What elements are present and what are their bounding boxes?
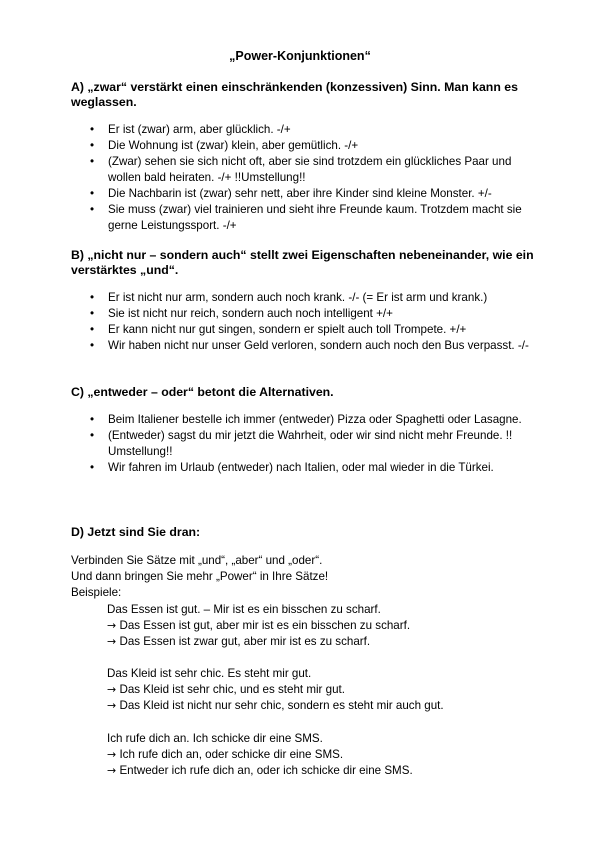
page-title: „Power-Konjunktionen“ [229, 49, 371, 63]
example-result: → Entweder ich rufe dich an, oder ich schicke dir eine SMS. [107, 764, 413, 778]
section-d-intro [71, 553, 541, 602]
example-source: Ich rufe dich an. Ich schicke dir eine SMS. [107, 732, 323, 745]
arrow-right-icon: → [107, 683, 117, 697]
list-item: • (Zwar) sehen sie sich nicht oft, aber sie sind trotzdem ein glückliches Paar und wollen bald heiraten. -/+ !!Umstellung!! [71, 154, 541, 186]
arrow-right-icon: → [107, 748, 117, 762]
section-a-list [71, 122, 541, 234]
list-item: • Er kann nicht nur gut singen, sondern er spielt auch toll Trompete. +/+ [71, 322, 541, 338]
list-item: • (Entweder) sagst du mir jetzt die Wahrheit, oder wir sind nicht mehr Freunde. !! Umstellung!! [71, 428, 541, 460]
beispiele-label: Beispiele: [71, 586, 122, 600]
example-source: Das Kleid ist sehr chic. Es steht mir gut. [107, 667, 312, 680]
example-result: → Ich rufe dich an, oder schicke dir eine SMS. [107, 748, 344, 762]
section-b-list [71, 290, 541, 354]
list-item: • Sie ist nicht nur reich, sondern auch noch intelligent +/+ [71, 306, 541, 322]
example-1 [107, 602, 547, 651]
list-item: • Er ist (zwar) arm, aber glücklich. -/+ [71, 122, 541, 138]
arrow-right-icon: → [107, 764, 117, 778]
example-3 [107, 731, 547, 780]
section-c-list [71, 412, 541, 476]
example-2 [107, 666, 547, 715]
example-result: → Das Essen ist gut, aber mir ist es ein bisschen zu scharf. [107, 619, 411, 633]
intro-line-1: Verbinden Sie Sätze mit „und“, „aber“ und „oder“. [71, 554, 323, 567]
list-item: • Die Wohnung ist (zwar) klein, aber gemütlich. -/+ [71, 138, 541, 154]
arrow-right-icon: → [107, 699, 117, 713]
section-a-heading: A) „zwar“ verstärkt einen einschränkenden (konzessiven) Sinn. Man kann es weglassen. [71, 80, 518, 109]
example-result: → Das Kleid ist sehr chic, und es steht mir gut. [107, 683, 345, 697]
list-item: • Wir fahren im Urlaub (entweder) nach Italien, oder mal wieder in die Türkei. [71, 460, 541, 476]
section-c-heading: C) „entweder – oder“ betont die Alternativen. [71, 385, 334, 399]
example-result: → Das Essen ist zwar gut, aber mir ist es zu scharf. [107, 635, 371, 649]
list-item: • Sie muss (zwar) viel trainieren und sieht ihre Freunde kaum. Trotzdem macht sie gerne Leistungssport. -/+ [71, 202, 541, 234]
list-item: • Wir haben nicht nur unser Geld verloren, sondern auch noch den Bus verpasst. -/- [71, 338, 541, 354]
section-b-heading: B) „nicht nur – sondern auch“ stellt zwei Eigenschaften nebeneinander, wie ein verstärktes „und“. [71, 248, 534, 277]
list-item: • Beim Italiener bestelle ich immer (entweder) Pizza oder Spaghetti oder Lasagne. [71, 412, 541, 428]
arrow-right-icon: → [107, 619, 117, 633]
list-item: • Er ist nicht nur arm, sondern auch noch krank. -/- (= Er ist arm und krank.) [71, 290, 541, 306]
arrow-right-icon: → [107, 635, 117, 649]
example-source: Das Essen ist gut. – Mir ist es ein bisschen zu scharf. [107, 603, 381, 616]
list-item: • Die Nachbarin ist (zwar) sehr nett, aber ihre Kinder sind kleine Monster. +/- [71, 186, 541, 202]
section-d-heading: D) Jetzt sind Sie dran: [71, 525, 201, 539]
example-result: → Das Kleid ist nicht nur sehr chic, sondern es steht mir auch gut. [107, 699, 444, 713]
intro-line-2: Und dann bringen Sie mehr „Power“ in Ihre Sätze! [71, 570, 329, 584]
